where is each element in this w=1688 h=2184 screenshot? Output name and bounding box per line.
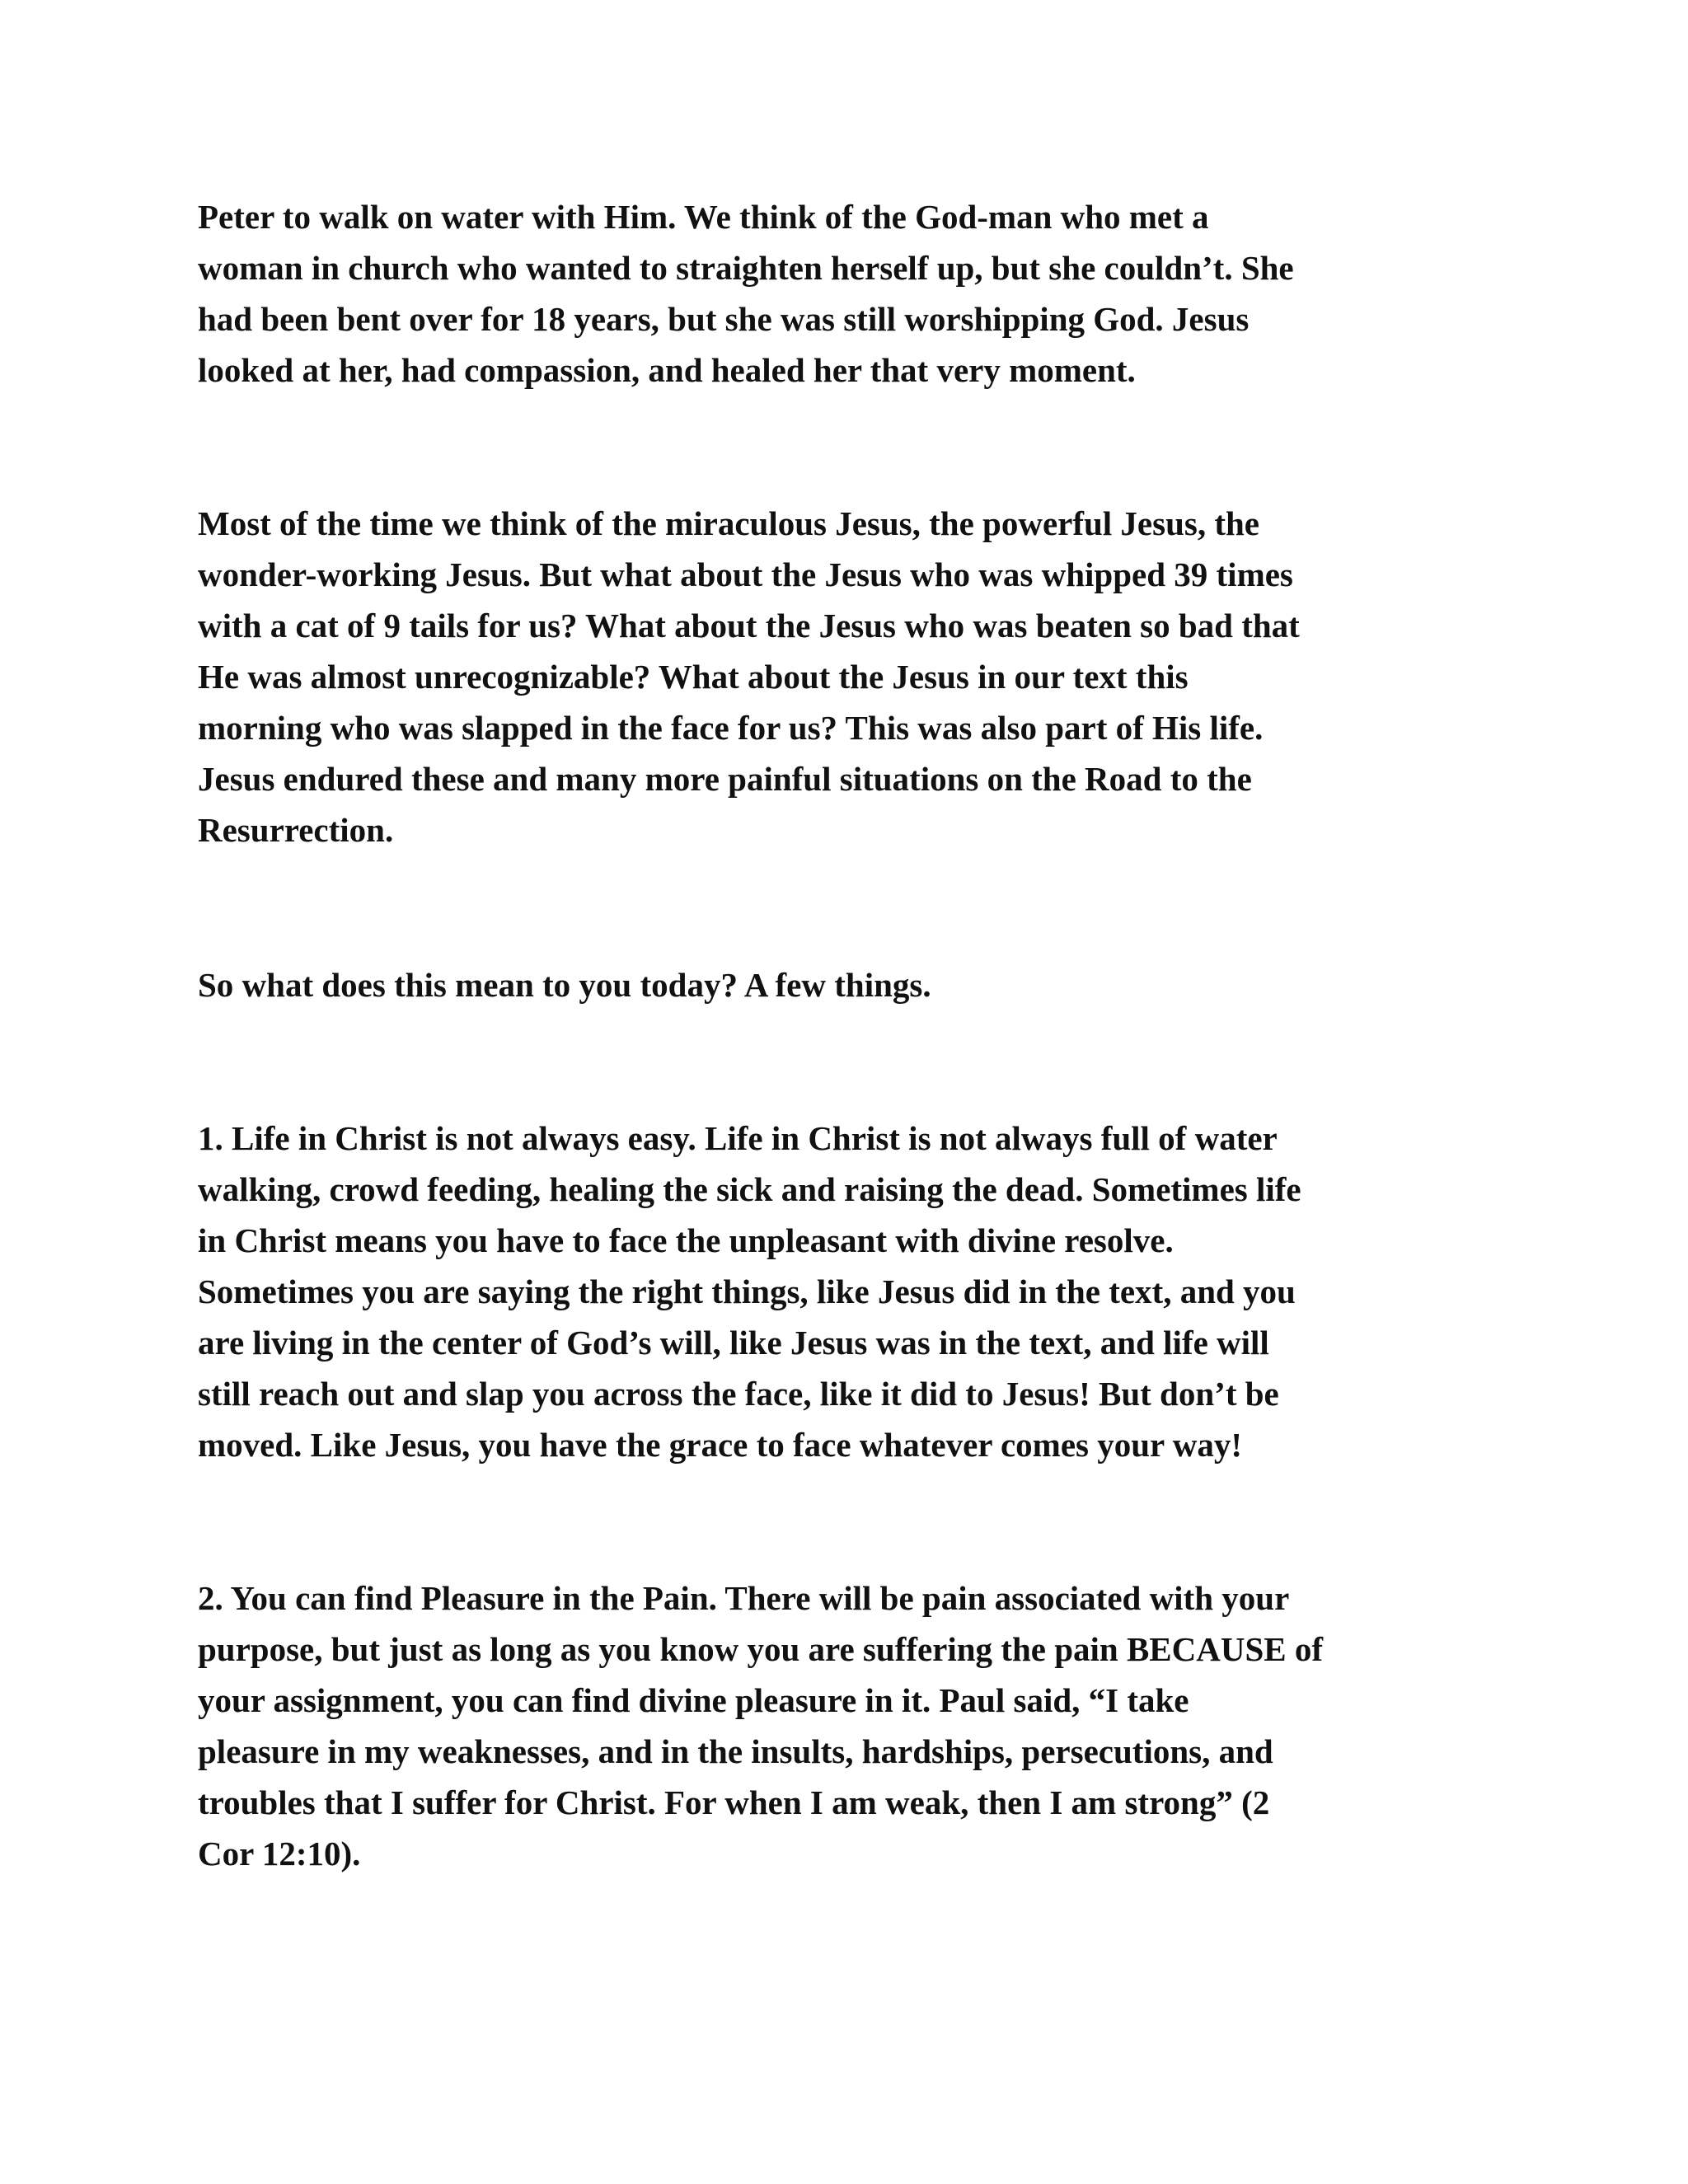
paragraph-what-does-this-mean [198, 959, 1484, 1010]
text-line: He was almost unrecognizable? What about the Jesus in our text this [198, 658, 1189, 696]
text-line: still reach out and slap you across the face, like it did to Jesus! But don’t be [198, 1375, 1279, 1413]
text-line: Jesus endured these and many more painful situations on the Road to the [198, 760, 1252, 798]
text-line: morning who was slapped in the face for us? This was also part of His life. [198, 709, 1264, 747]
text-line: Sometimes you are saying the right things, like Jesus did in the text, and you [198, 1272, 1296, 1310]
text-line: 2. You can find Pleasure in the Pain. There will be pain associated with your [198, 1579, 1290, 1617]
text-line: Peter to walk on water with Him. We think of the God-man who met a [198, 198, 1209, 236]
text-line: wonder-working Jesus. But what about the Jesus who was whipped 39 times [198, 555, 1293, 593]
text-line: purpose, but just as long as you know you are suffering the pain BECAUSE of [198, 1630, 1324, 1668]
paragraph-point-2 [198, 1572, 1484, 1879]
text-line: moved. Like Jesus, you have the grace to face whatever comes your way! [198, 1426, 1242, 1464]
text-line: with a cat of 9 tails for us? What about the Jesus who was beaten so bad that [198, 607, 1300, 644]
text-line: had been bent over for 18 years, but she was still worshipping God. Jesus [198, 300, 1250, 338]
text-line: your assignment, you can find divine pleasure in it. Paul said, “I take [198, 1681, 1189, 1719]
paragraph-point-1 [198, 1113, 1484, 1470]
text-line: So what does this mean to you today? A few things. [198, 966, 931, 1004]
text-line: woman in church who wanted to straighten herself up, but she couldn’t. She [198, 249, 1294, 287]
text-line: troubles that I suffer for Christ. For when I am weak, then I am strong” (2 [198, 1783, 1270, 1821]
text-line: 1. Life in Christ is not always easy. Life in Christ is not always full of water [198, 1119, 1278, 1157]
text-line: in Christ means you have to face the unpleasant with divine resolve. [198, 1221, 1174, 1259]
text-line: Resurrection. [198, 811, 394, 849]
text-line: Most of the time we think of the miraculous Jesus, the powerful Jesus, the [198, 504, 1259, 542]
paragraph-miraculous-jesus [198, 498, 1484, 855]
text-line: pleasure in my weaknesses, and in the insults, hardships, persecutions, and [198, 1732, 1273, 1770]
text-line: looked at her, had compassion, and healed her that very moment. [198, 351, 1136, 389]
text-line: Cor 12:10). [198, 1835, 361, 1872]
text-line: are living in the center of God’s will, like Jesus was in the text, and life will [198, 1324, 1269, 1361]
text-line: walking, crowd feeding, healing the sick and raising the dead. Sometimes life [198, 1170, 1301, 1208]
paragraph-walk-on-water [198, 191, 1484, 396]
